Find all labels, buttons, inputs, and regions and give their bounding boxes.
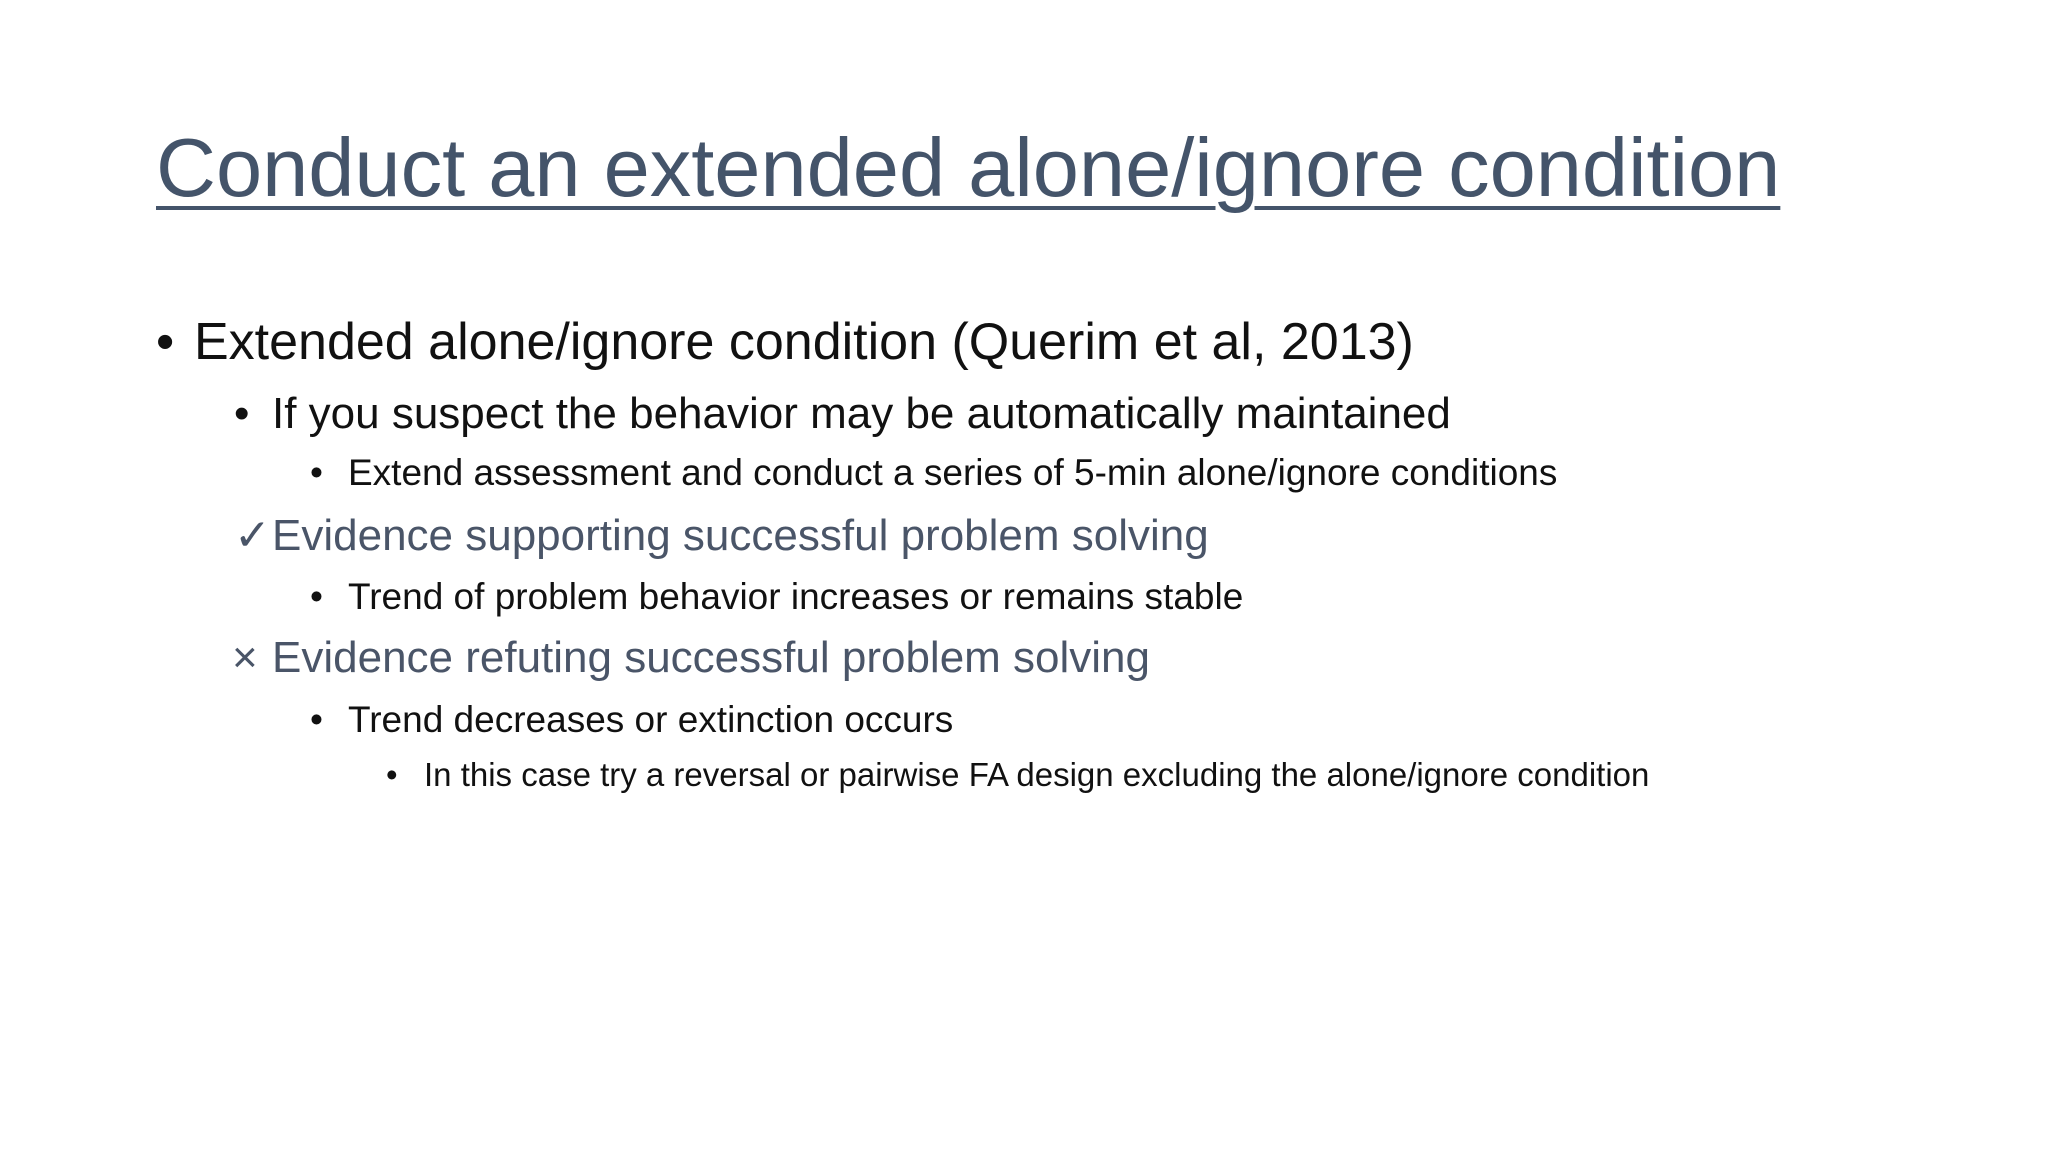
evidence-refuting-text: Evidence refuting successful problem solving	[272, 633, 1151, 682]
bullet-text: If you suspect the behavior may be automatically maintained	[272, 389, 1451, 438]
bullet-text: Trend of problem behavior increases or remains stable	[348, 576, 1244, 617]
bullet-level3	[310, 699, 953, 741]
bullet-text: Extended alone/ignore condition (Querim et al, 2013)	[194, 313, 1414, 371]
cross-icon: ×	[232, 633, 258, 682]
bullet-level3	[310, 576, 1243, 618]
bullet-dot-icon: •	[310, 576, 323, 617]
bullet-text: Extend assessment and conduct a series of 5-min alone/ignore conditions	[348, 452, 1558, 493]
bullet-level1	[156, 312, 1414, 372]
slide-title: Conduct an extended alone/ignore condition	[156, 121, 1781, 214]
bullet-dot-icon: •	[234, 389, 250, 438]
bullet-dot-icon: •	[386, 756, 398, 793]
bullet-dot-icon: •	[156, 313, 175, 371]
evidence-supporting-item	[234, 510, 1209, 561]
evidence-supporting-text: Evidence supporting successful problem solving	[272, 511, 1209, 560]
bullet-text: Trend decreases or extinction occurs	[348, 699, 954, 740]
evidence-refuting-item	[232, 633, 1150, 683]
bullet-dot-icon: •	[310, 699, 323, 740]
bullet-text: In this case try a reversal or pairwise FA design excluding the alone/ignore condition	[424, 756, 1650, 793]
bullet-dot-icon: •	[310, 452, 323, 493]
bullet-level3	[310, 452, 1557, 494]
bullet-level4	[386, 756, 1649, 794]
checkmark-icon: ✓	[234, 511, 271, 560]
bullet-level2	[234, 389, 1451, 439]
